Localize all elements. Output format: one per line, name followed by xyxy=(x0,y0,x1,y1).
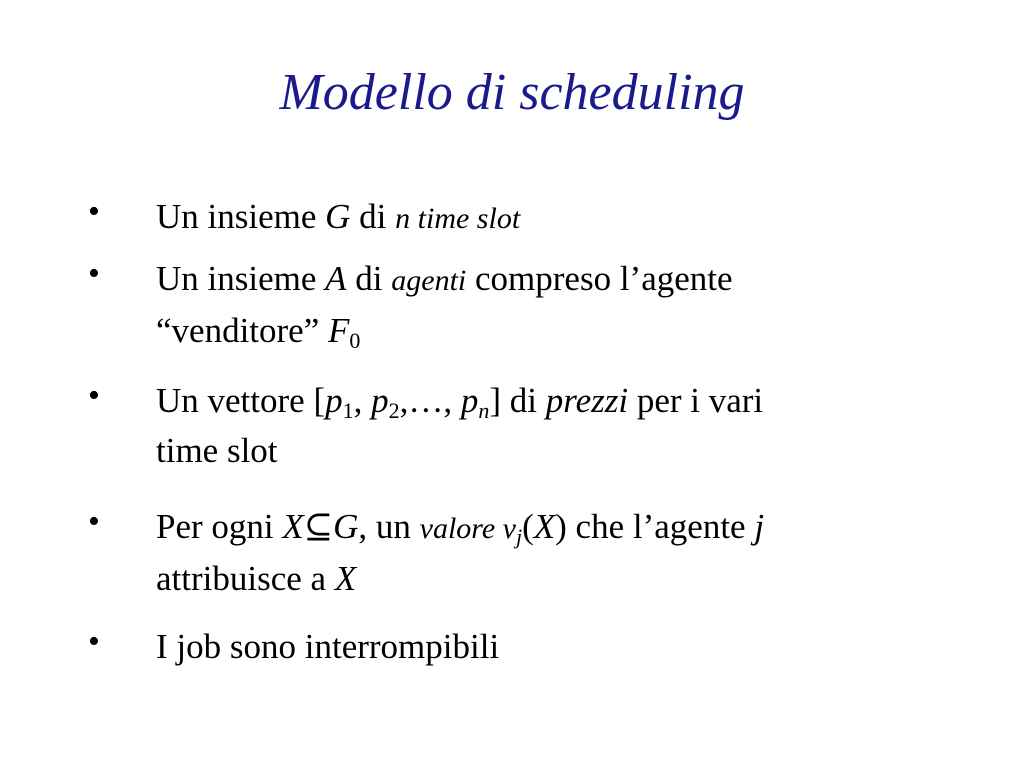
text-run: F xyxy=(328,311,350,350)
text-run: n time slot xyxy=(395,202,521,235)
text-run: , xyxy=(353,381,372,420)
text-run: 1 xyxy=(342,398,354,423)
text-run: di xyxy=(346,259,392,298)
text-run: prezzi xyxy=(545,381,629,420)
text-run: Un insieme xyxy=(156,197,326,236)
bullet-line xyxy=(156,426,916,476)
text-run: Per ogni xyxy=(156,507,283,546)
bullet-line xyxy=(156,254,916,306)
text-run: ) che l’agente xyxy=(555,507,755,546)
text-run: j xyxy=(754,507,765,546)
slide-title: Modello di scheduling xyxy=(279,64,745,121)
text-run: 2 xyxy=(388,398,400,423)
bullet-text xyxy=(156,192,916,244)
text-run: ⊆ xyxy=(303,507,334,546)
text-run: , un xyxy=(358,507,420,546)
text-run: di xyxy=(350,197,396,236)
bullet-line xyxy=(156,502,916,554)
bullet-text xyxy=(156,622,916,672)
text-run: p xyxy=(371,381,389,420)
text-run: time slot xyxy=(156,431,278,470)
text-run: p xyxy=(325,381,343,420)
text-run: X xyxy=(533,507,556,546)
bullet-dot: • xyxy=(88,623,100,660)
bullet-line xyxy=(156,192,916,244)
bullet-text xyxy=(156,254,916,356)
bullet-text xyxy=(156,376,916,476)
text-run: Un vettore [ xyxy=(156,381,326,420)
text-run: per i vari xyxy=(628,381,764,420)
bullet-dot: • xyxy=(88,377,100,414)
text-run: A xyxy=(325,259,347,298)
bullet-line xyxy=(156,622,916,672)
text-run: G xyxy=(333,507,359,546)
text-run: X xyxy=(282,507,304,546)
text-run: agenti xyxy=(391,264,467,297)
text-run: Un insieme xyxy=(156,259,326,298)
bullet-line xyxy=(156,554,916,604)
text-run: j xyxy=(515,524,523,549)
text-run: 0 xyxy=(349,328,361,353)
text-run: attribuisce a xyxy=(156,559,335,598)
text-run: p xyxy=(460,381,479,420)
text-run: compreso l’agente xyxy=(466,259,733,298)
text-run: valore v xyxy=(419,512,516,545)
bullet-line xyxy=(156,306,916,356)
text-run: X xyxy=(334,559,357,598)
text-run: G xyxy=(325,197,351,236)
text-run: ] di xyxy=(489,381,546,420)
bullet-line xyxy=(156,376,916,426)
text-run: I job sono interrompibili xyxy=(156,627,500,666)
bullet-dot: • xyxy=(88,503,100,540)
text-run: n xyxy=(478,398,490,423)
text-run: ,…, xyxy=(399,381,461,420)
bullet-text xyxy=(156,502,916,604)
text-run: “venditore” xyxy=(156,311,328,350)
bullet-dot: • xyxy=(88,255,100,292)
text-run: ( xyxy=(522,507,534,546)
bullet-dot: • xyxy=(88,193,100,230)
